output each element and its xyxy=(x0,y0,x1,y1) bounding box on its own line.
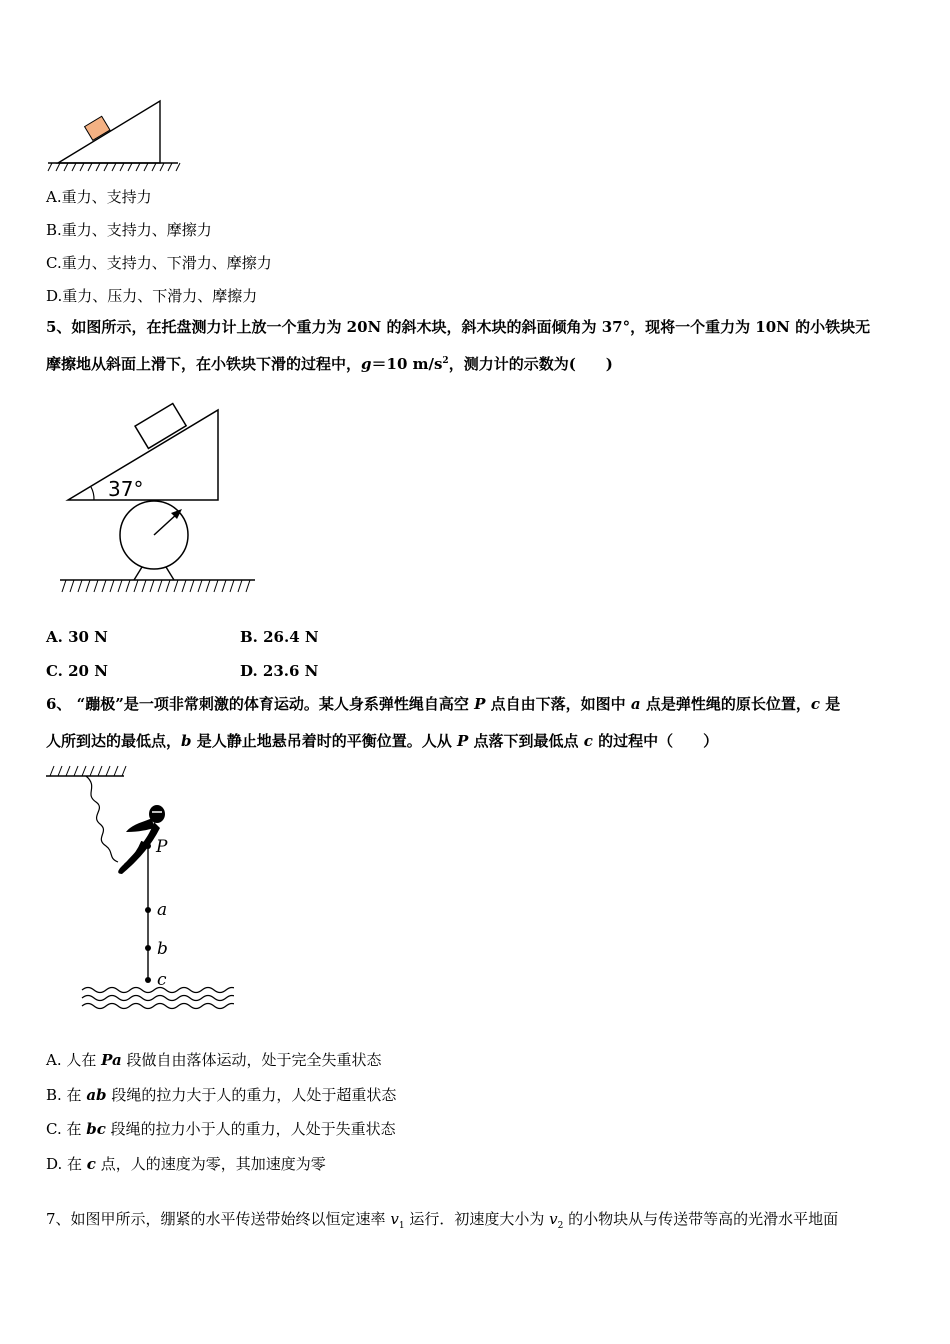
q5-option-c: C. 20 N xyxy=(46,662,108,680)
q6-option-d: D. 在 c 点，人的速度为零，其加速度为零 xyxy=(46,1155,326,1173)
water-waves xyxy=(82,988,234,1009)
q5-stem-line2: 摩擦地从斜面上滑下，在小铁块下滑的过程中，g＝10 $m/s^2$，测力计的示数为( ) xyxy=(46,355,613,373)
q6-option-c: C. 在 bc 段绳的拉力小于人的重力，人处于失重状态 xyxy=(46,1120,396,1138)
q4-option-d: D.重力、压力、下滑力、摩擦力 xyxy=(46,287,258,305)
angle-label: 37° xyxy=(108,477,144,501)
q4-option-b: B.重力、支持力、摩擦力 xyxy=(46,221,212,239)
q6-option-a: A. 人在 Pa 段做自由落体运动，处于完全失重状态 xyxy=(46,1051,382,1069)
label-a: a xyxy=(157,900,168,920)
q5-option-b: B. 26.4 N xyxy=(240,628,319,646)
q6-option-b: B. 在 ab 段绳的拉力大于人的重力，人处于超重状态 xyxy=(46,1086,397,1104)
bungee-figure xyxy=(44,762,234,1017)
q4-option-a: A.重力、支持力 xyxy=(46,188,152,206)
q6-stem-line2: 人所到达的最低点，b 是人静止地悬吊着时的平衡位置。人从 P 点落下到最低点 c 的过程中（ ） xyxy=(46,732,719,750)
q5-stem-line1: 5、如图所示，在托盘测力计上放一个重力为 20N 的斜木块，斜木块的斜面倾角为 37°，现将一个重力为 10N 的小铁块无 xyxy=(46,318,871,336)
label-P: P xyxy=(156,837,168,857)
q4-option-c: C.重力、支持力、下滑力、摩擦力 xyxy=(46,254,272,272)
q5-option-d: D. 23.6 N xyxy=(240,662,319,680)
wedge-scale-figure xyxy=(58,400,263,600)
label-b: b xyxy=(157,939,168,959)
label-c: c xyxy=(157,970,167,990)
q6-stem-line1: 6、 “蹦极”是一项非常刺激的体育运动。某人身系弹性绳自高空 P 点自由下落，如图中 a 点是弹性绳的原长位置，c 是 xyxy=(46,695,841,713)
incline-block-figure xyxy=(40,95,185,175)
q7-stem-line1: 7、如图甲所示，绷紧的水平传送带始终以恒定速率 $v_1$ 运行．初速度大小为 $v_2$ 的小物块从与传送带等高的光滑水平地面 xyxy=(46,1210,839,1231)
q5-option-a: A. 30 N xyxy=(46,628,108,646)
